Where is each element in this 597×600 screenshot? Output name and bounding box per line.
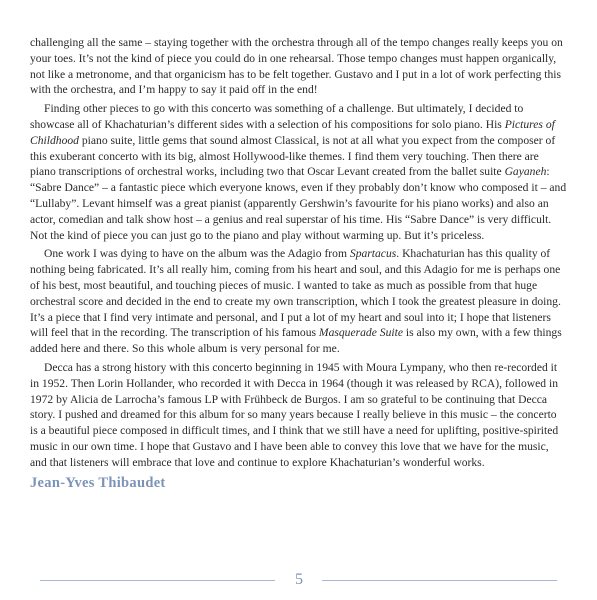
title-spartacus: Spartacus <box>349 247 397 261</box>
paragraph-2-text-c: : “Sabre Dance” – a fantastic piece which everyone knows, even if they probably don’t know who composed it – and “Lullaby”. Levant himself was a great pianist (apparently Gershwin’s favourite for his piano works) and also an actor, comedian and talk show host – a genius and real superstar of his time. His “Sabre Dance” is very difficult. Not the kind of piece you can just go to the piano and play without warming up. But it’s priceless. <box>30 165 567 242</box>
page-number: 5 <box>295 571 303 588</box>
paragraph-2-text-b: piano suite, little gems that sound almost Classical, is not at all what you expect from the composer of this exuberant concerto with its big, almost Hollywood-like themes. I find them very touching. Then there are piano transcriptions of orchestral works, including two that Oscar Levant created from the ballet suite <box>30 133 556 179</box>
paragraph-3-text-c: is also my own, with a few things added here and there. So this whole album is very personal for me. <box>30 326 562 356</box>
article-body <box>30 35 567 492</box>
paragraph-2 <box>30 101 567 243</box>
paragraph-3 <box>30 246 567 357</box>
footer-rule-left <box>40 580 275 581</box>
footer-rule-right <box>322 580 557 581</box>
paragraph-3-text-b: . Khachaturian has this quality of nothing being fabricated. It’s all really him, coming from his heart and soul, and this Adagio for me is perhaps one of his best, most beautiful, and touching pieces of music. I wanted to take as much as possible from that huge orchestral score and decided in the end to create my own transcription, which I took the greatest pleasure in doing. It’s a piece that I find very intimate and personal, and I put a lot of my heart and soul into it; I hope that listeners will feel that in the recording. The transcription of his famous <box>30 247 561 340</box>
title-masquerade-suite: Masquerade Suite <box>318 326 403 340</box>
author-signature: Jean-Yves Thibaudet <box>30 474 166 491</box>
paragraph-4: Decca has a strong history with this concerto beginning in 1945 with Moura Lympany, who then re-recorded it in 1952. Then Lorin Hollander, who recorded it with Decca in 1964 (though it was released by RCA), followed in 1972 by Alicia de Larrocha’s famous LP with Frühbeck de Burgos. I am so grateful to be continuing that Decca story. I pushed and dreamed for this album for so many years because I really believe in this music – the concerto is a beautiful piece composed in difficult times, and I think that we still have a need for uplifting, positive-spirited music in our own time. I hope that Gustavo and I have been able to convey this love that we have for the music, and that listeners will embrace that love and continue to explore Khachaturian’s wonderful works. <box>30 360 559 469</box>
paragraph-1: challenging all the same – staying together with the orchestra through all of the tempo changes really keeps you on your toes. It’s not the kind of piece you could do in one rehearsal. Those tempo changes must happen organically, not like a metronome, and that organicism has to be felt together. Gustavo and I put in a lot of work perfecting this with the orchestra, and I’m happy to say it paid off in the end! <box>30 36 563 97</box>
title-gayaneh: Gayaneh <box>504 165 547 179</box>
title-pictures-of-childhood: Pictures of Childhood <box>30 117 555 147</box>
page-footer <box>0 568 597 592</box>
paragraph-3-text-a: One work I was dying to have on the album was the Adagio from <box>44 247 350 261</box>
paragraph-2-text-a: Finding other pieces to go with this concerto was something of a challenge. But ultimately, I decided to showcase all of Khachaturian’s different sides with a selection of his compositions for solo piano. His <box>30 102 524 131</box>
